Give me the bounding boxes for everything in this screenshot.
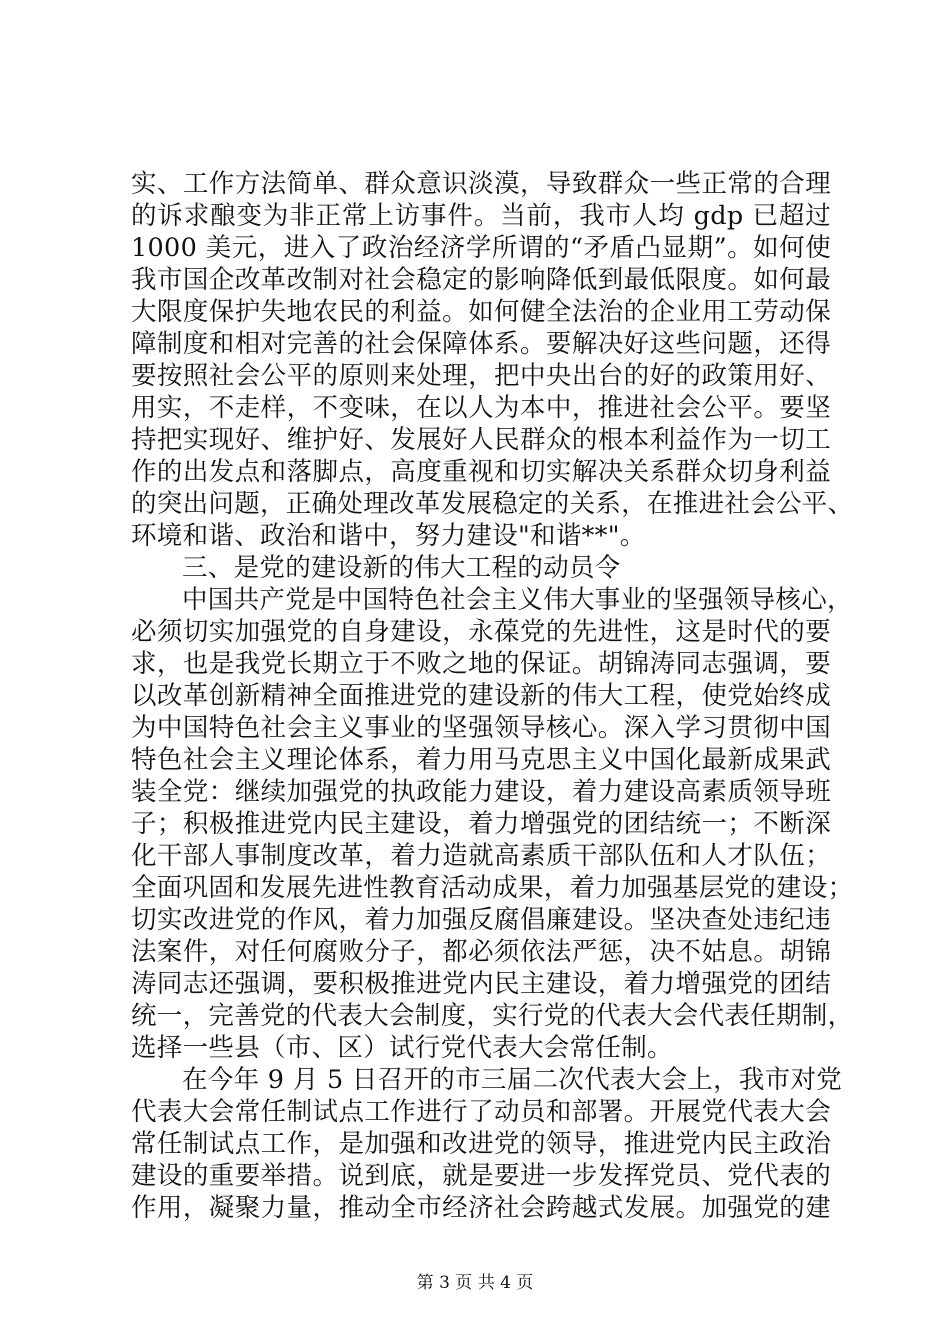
text-line: 作用，凝聚力量，推动全市经济社会跨越式发展。加强党的建: [131, 1193, 831, 1223]
text-line: 全面巩固和发展先进性教育活动成果，着力加强基层党的建设；: [131, 873, 854, 903]
section-heading: 三、是党的建设新的伟大工程的动员令: [182, 553, 621, 583]
text-line: 特色社会主义理论体系，着力用马克思主义中国化最新成果武: [131, 745, 831, 775]
document-body: [131, 168, 854, 1224]
text-line: 建设的重要举措。说到底，就是要进一步发挥党员、党代表的: [131, 1161, 831, 1191]
text-line-paragraph-end: 环境和谐、政治和谐中，努力建设"和谐**"。: [131, 521, 646, 551]
text-line: 要按照社会公平的原则来处理，把中央出台的好的政策用好、: [131, 361, 831, 391]
text-line: 子；积极推进党内民主建设，着力增强党的团结统一；不断深: [131, 809, 831, 839]
text-line: 切实改进党的作风，着力加强反腐倡廉建设。坚决查处违纪违: [131, 905, 831, 935]
text-line: 统一，完善党的代表大会制度，实行党的代表大会代表任期制，: [131, 1001, 854, 1031]
text-line: 法案件，对任何腐败分子，都必须依法严惩，决不姑息。胡锦: [131, 937, 831, 967]
text-line: 求，也是我党长期立于不败之地的保证。胡锦涛同志强调，要: [131, 649, 831, 679]
text-line-paragraph-end: 选择一些县（市、区）试行党代表大会常任制。: [131, 1033, 673, 1063]
text-line: 大限度保护失地农民的利益。如何健全法治的企业用工劳动保: [131, 297, 831, 327]
text-line: 作的出发点和落脚点，高度重视和切实解决关系群众切身利益: [131, 457, 831, 487]
text-line: 常任制试点工作，是加强和改进党的领导，推进党内民主政治: [131, 1129, 831, 1159]
text-line: 障制度和相对完善的社会保障体系。要解决好这些问题，还得: [131, 329, 831, 359]
paragraph-first-line: 中国共产党是中国特色社会主义伟大事业的坚强领导核心，: [182, 585, 853, 615]
text-line: 实、工作方法简单、群众意识淡漠，导致群众一些正常的合理: [131, 169, 831, 199]
text-line: 以改革创新精神全面推进党的建设新的伟大工程，使党始终成: [131, 681, 831, 711]
text-line: 我市国企改革改制对社会稳定的影响降低到最低限度。如何最: [131, 265, 831, 295]
text-line: 1000 美元，进入了政治经济学所谓的“矛盾凸显期”。如何使: [131, 233, 831, 263]
text-line: 化干部人事制度改革，着力造就高素质干部队伍和人才队伍；: [131, 841, 831, 871]
text-line: 用实，不走样，不变味，在以人为本中，推进社会公平。要坚: [131, 393, 831, 423]
text-line: 装全党：继续加强党的执政能力建设，着力建设高素质领导班: [131, 777, 831, 807]
text-line: 持把实现好、维护好、发展好人民群众的根本利益作为一切工: [131, 425, 831, 455]
text-line: 代表大会常任制试点工作进行了动员和部署。开展党代表大会: [131, 1097, 831, 1127]
text-line: 的诉求酿变为非正常上访事件。当前，我市人均 gdp 已超过: [131, 201, 831, 231]
page-number-footer: 第 3 页 共 4 页: [416, 1273, 534, 1293]
text-line: 涛同志还强调，要积极推进党内民主建设，着力增强党的团结: [131, 969, 831, 999]
text-line: 的突出问题，正确处理改革发展稳定的关系，在推进社会公平、: [131, 489, 854, 519]
paragraph-first-line: 在今年 9 月 5 日召开的市三届二次代表大会上，我市对党: [182, 1065, 843, 1095]
text-line: 为中国特色社会主义事业的坚强领导核心。深入学习贯彻中国: [131, 713, 831, 743]
text-line: 必须切实加强党的自身建设，永葆党的先进性，这是时代的要: [131, 617, 831, 647]
